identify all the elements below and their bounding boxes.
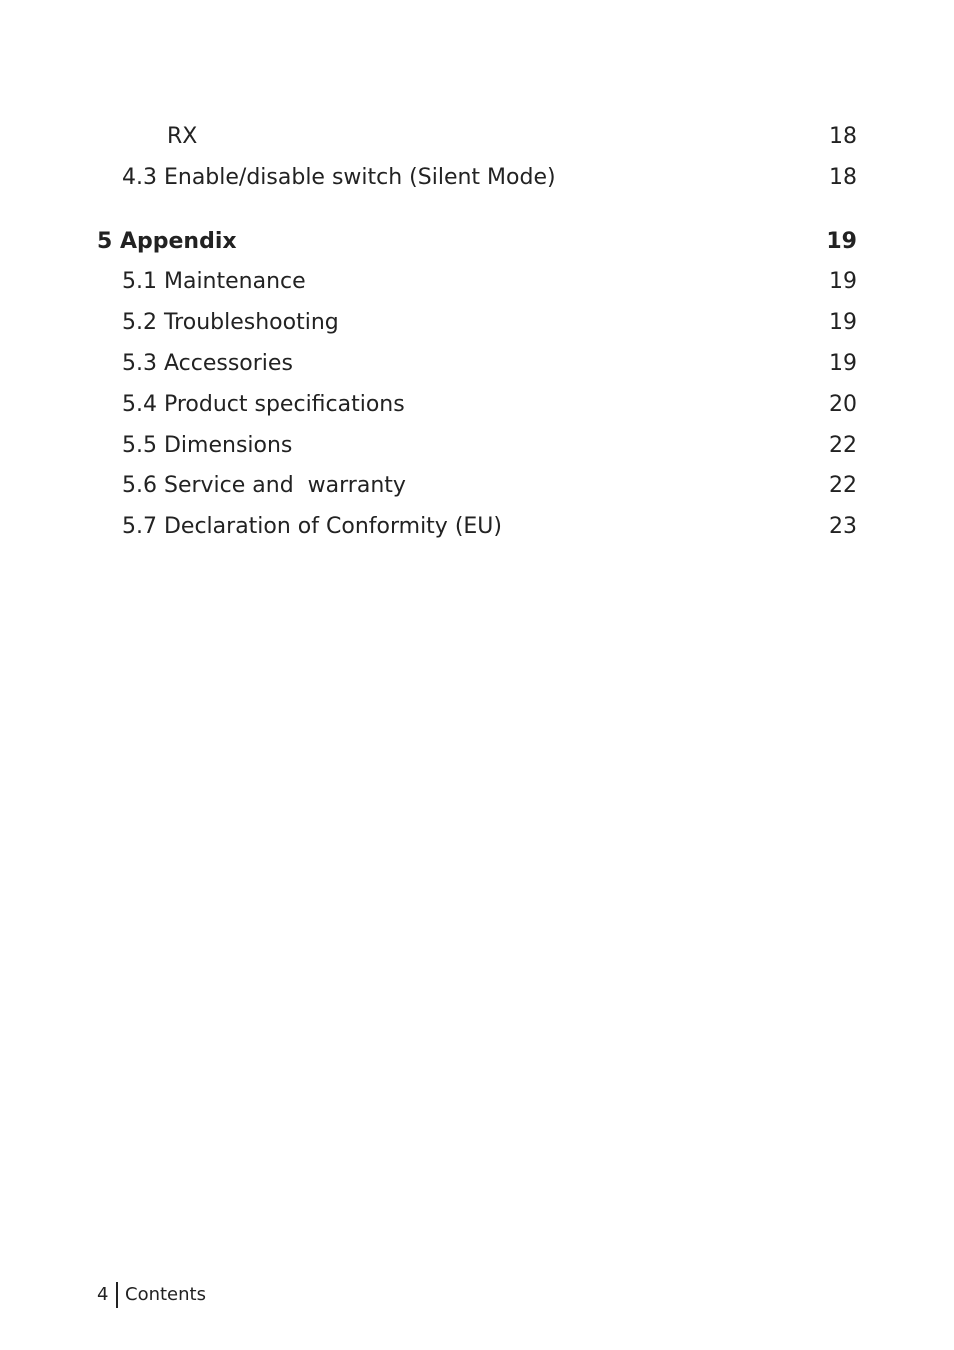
toc-entry-5-2[interactable] [0,308,954,338]
toc-entry-page: 22 [829,473,857,498]
toc-entry-5-1[interactable] [0,267,954,297]
footer-divider [116,1282,118,1308]
toc-entry-page: 19 [829,351,857,376]
toc-entry-page: 18 [829,124,857,149]
toc-entry-5-7[interactable] [0,512,954,542]
toc-entry-page: 19 [829,269,857,294]
toc-entry-page: 18 [829,165,857,190]
toc-entry-page: 23 [829,514,857,539]
toc-chapter-page: 19 [826,229,857,254]
toc-entry-5-6[interactable] [0,471,954,501]
toc-entry-5-4[interactable] [0,390,954,420]
toc-entry-label: 5.4 Product specifications [122,392,405,417]
toc-chapter-label: 5 Appendix [97,229,237,254]
footer-section-name: Contents [125,1284,206,1305]
toc-entry-label: RX [167,124,198,149]
toc-entry-label: 5.1 Maintenance [122,269,306,294]
toc-entry-label: 5.5 Dimensions [122,433,293,458]
toc-entry-5-3[interactable] [0,349,954,379]
toc-entry-page: 22 [829,433,857,458]
footer-page-number: 4 [97,1284,109,1305]
toc-entry-4-3[interactable] [0,163,954,193]
toc-entry-label: 5.7 Declaration of Conformity (EU) [122,514,502,539]
toc-chapter-5[interactable] [0,227,954,257]
toc-entry-label: 5.6 Service and warranty [122,473,406,498]
toc-entry-label: 5.3 Accessories [122,351,293,376]
toc-entry-label: 4.3 Enable/disable switch (Silent Mode) [122,165,556,190]
toc-entry-rx[interactable] [0,122,954,152]
toc-entry-label: 5.2 Troubleshooting [122,310,339,335]
toc-entry-page: 20 [829,392,857,417]
toc-entry-page: 19 [829,310,857,335]
toc-entry-5-5[interactable] [0,431,954,461]
